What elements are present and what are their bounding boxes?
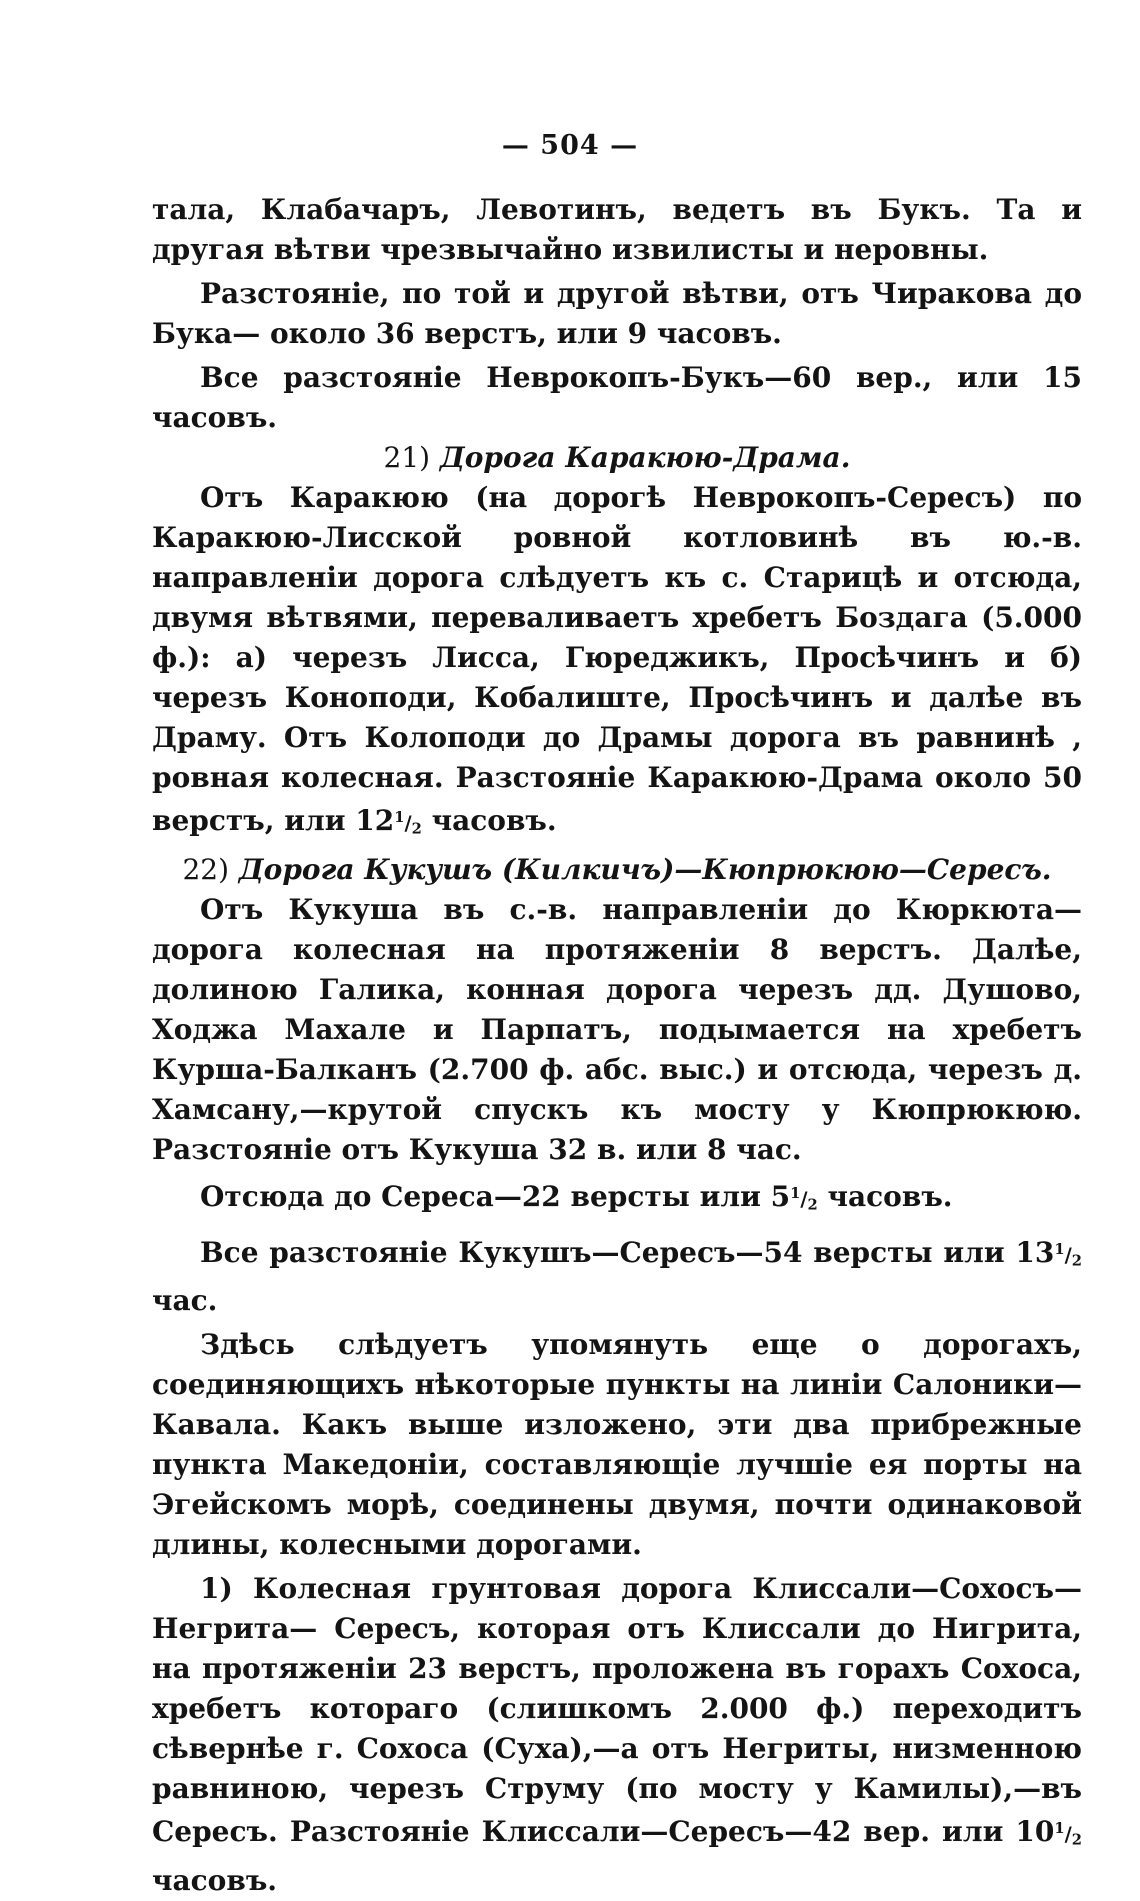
fraction-whole: 12 <box>355 804 395 838</box>
fraction-denominator: 2 <box>1071 1252 1082 1270</box>
section-title: Дорога Кукушъ (Килкичъ)—Кюпрюкюю—Сересъ. <box>238 852 1052 886</box>
paragraph-karakyuyu-drama <box>152 478 1082 850</box>
paragraph-tail: часовъ. <box>152 1864 278 1897</box>
fraction-numerator: 1 <box>790 1184 801 1202</box>
paragraph-total-kukush-seres <box>152 1230 1082 1322</box>
fraction-numerator: 1 <box>1054 1820 1065 1838</box>
paragraph-continuation: тала, Клабачаръ, Левотинъ, ведетъ въ Букъ. Та и другая вѣтви чрезвычайно извилисты и неровны. <box>152 193 1082 266</box>
paragraph-text: Отсюда до Сереса—22 версты или <box>200 1179 761 1213</box>
fraction-value <box>771 1180 818 1213</box>
section-title: Дорога Каракюю-Драма. <box>439 441 851 474</box>
paragraph-klissali-seres <box>152 1569 1082 1901</box>
fraction: $^1/_2$ <box>1054 1240 1082 1270</box>
paragraph-tail: часовъ. <box>431 804 557 838</box>
fraction: $^1/_2$ <box>790 1184 818 1214</box>
fraction-whole: 10 <box>1015 1815 1055 1849</box>
paragraph-to-seres <box>152 1174 1082 1226</box>
fraction-numerator: 1 <box>394 809 405 826</box>
paragraph-tail: часовъ. <box>827 1179 953 1213</box>
section-heading-22 <box>152 850 1082 890</box>
paragraph-total-nevrokop-buk: Все разстояніе Неврокопъ-Букъ—60 вер., или 15 часовъ. <box>152 361 1082 434</box>
paragraph-distance-chirakovo-buk: Разстояніе, по той и другой вѣтви, отъ Чиракова до Бука— около 36 верстъ, или 9 часовъ. <box>152 277 1082 350</box>
paragraph-text: Все разстояніе Кукушъ—Сересъ—54 версты или <box>200 1235 1005 1269</box>
page-content <box>152 190 1082 1901</box>
fraction-denominator: 2 <box>1071 1832 1083 1849</box>
fraction-whole: 5 <box>770 1179 791 1213</box>
paragraph-saloniki-kavala: Здѣсь слѣдуетъ упомянуть еще о дорогахъ, соединяющихъ нѣкоторые пункты на линіи Салоники—Кавала. Какъ выше изложено, эти два прибрежные пункта Македоніи, составляющіе лучшіе ея порты на Эгейскомъ морѣ, соединены двумя, почти одинаковой длины, колесными дорогами. <box>152 1328 1082 1562</box>
fraction-numerator: 1 <box>1054 1240 1065 1258</box>
section-heading-21 <box>152 438 1082 478</box>
fraction-whole: 13 <box>1015 1235 1055 1269</box>
section-number: 22) <box>182 852 230 886</box>
fraction-value <box>1015 1815 1082 1848</box>
fraction-value <box>355 804 422 837</box>
fraction-denominator: 2 <box>411 820 422 838</box>
section-number: 21) <box>383 441 431 474</box>
paragraph-kukush-kyupryukyuyu: Отъ Кукуша въ с.-в. направленіи до Кюркюта—дорога колесная на протяженіи 8 верстъ. Далѣе, долиною Галика, конная дорога черезъ дд. Душово, Ходжа Махале и Парпатъ, подымается на хребетъ Курша-Балканъ (2.700 ф. абс. выс.) и отсюда, черезъ д. Хамсану,—крутой спускъ къ мосту у Кюпрюкюю. Разстояніе отъ Кукуша 32 в. или 8 час. <box>152 892 1082 1166</box>
fraction: $^1/_2$ <box>1054 1820 1083 1849</box>
fraction: $^1/_2$ <box>394 809 422 838</box>
page-number: — 504 — <box>501 130 639 161</box>
paragraph-text: 1) Колесная грунтовая дорога Клиссали—Сохосъ—Негрита— Сересъ, которая отъ Клиссали до Нигрита, на протяженіи 23 верстъ, проложена въ горахъ Сохоса, хребетъ котораго (слишкомъ 2.000 ф.) переходитъ сѣвернѣе г. Сохоса (Суха),—а отъ Негриты, низменною равниною, черезъ Струму (по мосту у Камилы),—въ Сересъ. Разстояніе Клиссали—Сересъ—42 вер. или <box>152 1572 1082 1849</box>
paragraph-tail: час. <box>152 1284 218 1318</box>
fraction-value <box>1015 1236 1082 1269</box>
paragraph-text: Отъ Каракюю (на дорогѣ Неврокопъ-Сересъ) по Каракюю-Лисской ровной котловинѣ въ ю.-в. направленіи дорога слѣдуетъ къ с. Старицѣ и отсюда, двумя вѣтвями, переваливаетъ хребетъ Боздага (5.000 ф.): а) черезъ Лисса, Гюреджикъ, Просѣчинъ и б) черезъ Коноподи, Кобалиште, Просѣчинъ и далѣе въ Драму. Отъ Колоподи до Драмы дорога въ равнинѣ , ровная колесная. Разстояніе Каракюю-Драма около 50 верстъ, или <box>152 481 1082 838</box>
fraction-denominator: 2 <box>807 1196 818 1214</box>
